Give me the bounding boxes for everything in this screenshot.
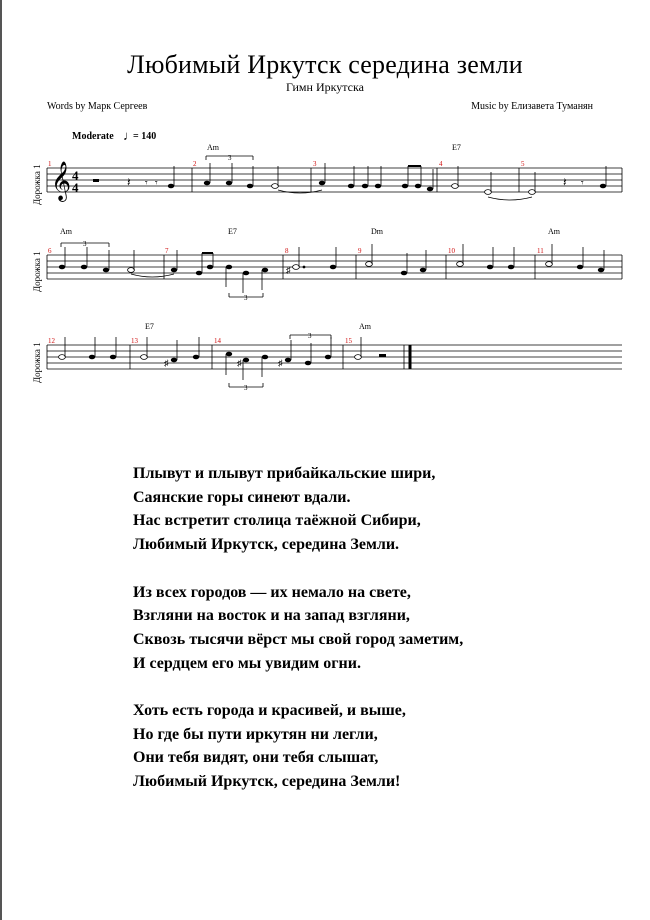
lyric-line: Из всех городов — их немало на свете,	[133, 583, 411, 601]
measure-number: 2	[193, 160, 197, 168]
measure-number: 10	[448, 247, 455, 255]
measure-number: 13	[131, 337, 138, 345]
treble-clef-icon: 𝄞	[51, 163, 72, 200]
chord-symbol: Am	[207, 143, 219, 152]
lyric-line: Саянские горы синеют вдали.	[133, 488, 351, 506]
svg-text:𝄾: 𝄾	[145, 178, 148, 189]
svg-text:𝄾: 𝄾	[581, 178, 584, 189]
words-credit: Words by Марк Сергеев	[47, 101, 148, 112]
tuplet-number: 3	[244, 384, 248, 392]
lyrics	[133, 462, 613, 818]
measure-number: 15	[345, 337, 352, 345]
notes-measure-15	[355, 337, 386, 359]
music-credit: Music by Елизавета Туманян	[471, 101, 593, 112]
chord-symbol: Am	[359, 322, 371, 331]
svg-text:♯: ♯	[237, 358, 242, 368]
lyric-line: Плывут и плывут прибайкальские шири,	[133, 465, 436, 482]
notes-measure-3	[319, 163, 433, 191]
chord-symbol: E7	[145, 322, 154, 331]
chord-symbol: E7	[228, 227, 237, 236]
notes-measure-1	[93, 166, 174, 189]
lyrics-stanza-2	[133, 581, 613, 676]
music-score	[0, 0, 650, 420]
svg-text:♯: ♯	[164, 358, 169, 368]
measure-number: 11	[537, 247, 544, 255]
notes-measure-14	[226, 335, 331, 387]
lyrics-stanza-1	[133, 462, 613, 557]
lyric-line: Нас встретит столица таёжной Сибири,	[133, 512, 421, 530]
lyric-line: Любимый Иркутск, середина Земли!	[133, 773, 401, 791]
staff-system-1	[47, 168, 622, 192]
measure-number: 8	[285, 247, 289, 255]
measure-number: 3	[313, 160, 317, 168]
staff-system-3	[47, 345, 622, 369]
measure-number: 12	[48, 337, 55, 345]
svg-text:𝄽: 𝄽	[127, 175, 131, 189]
lyrics-stanza-3	[133, 699, 613, 794]
track-label: Дорожка 1	[32, 164, 42, 205]
time-signature-top: 4	[72, 168, 79, 183]
svg-text:𝄾: 𝄾	[155, 178, 158, 189]
measure-number: 5	[521, 160, 525, 168]
tuplet-number: 3	[83, 240, 87, 248]
tuplet-number: 3	[244, 294, 248, 302]
notes-measure-9	[366, 244, 427, 275]
measure-number: 6	[48, 247, 52, 255]
chord-symbol: Am	[548, 227, 560, 236]
lyric-line: Сквозь тысячи вёрст мы свой город заметим,	[133, 630, 464, 648]
measure-number: 7	[165, 247, 169, 255]
lyric-line: Любимый Иркутск, середина Земли.	[133, 536, 400, 554]
chord-symbol: E7	[452, 143, 461, 152]
time-signature-bottom: 4	[72, 180, 79, 195]
quarter-note-icon: ♩	[123, 128, 136, 143]
notes-measure-11	[546, 244, 605, 272]
tempo-marking: Moderate	[72, 131, 114, 142]
tuplet-number: 3	[308, 332, 312, 340]
tempo-bpm: = 140	[133, 131, 157, 142]
song-subtitle: Гимн Иркутска	[286, 80, 364, 94]
notes-measure-12	[59, 337, 117, 359]
tuplet-number: 3	[228, 154, 232, 162]
lyric-line: Взгляни на восток и на запад взгляни,	[133, 607, 410, 625]
chord-symbol: Dm	[371, 227, 383, 236]
measure-number: 9	[358, 247, 362, 255]
song-title: Любимый Иркутск середина земли	[127, 50, 523, 79]
measure-number: 1	[48, 160, 52, 168]
measure-number: 14	[214, 337, 221, 345]
svg-text:𝄽: 𝄽	[563, 175, 567, 189]
measure-number: 4	[439, 160, 443, 168]
notes-measure-4	[452, 166, 532, 200]
lyric-line: И сердцем его мы увидим огни.	[133, 654, 361, 672]
notes-measure-2	[204, 156, 322, 193]
notes-measure-7	[171, 250, 268, 297]
svg-text:♯: ♯	[278, 358, 283, 368]
track-label: Дорожка 1	[32, 342, 42, 383]
notes-measure-6	[59, 243, 174, 277]
track-label: Дорожка 1	[32, 251, 42, 292]
lyric-line: Они тебя видят, они тебя слышат,	[133, 749, 379, 767]
lyric-line: Но где бы пути иркутян ни легли,	[133, 725, 378, 743]
svg-text:♯: ♯	[286, 265, 291, 275]
notes-measure-10	[457, 244, 515, 269]
chord-symbol: Am	[60, 227, 72, 236]
lyric-line: Хоть есть города и красивей, и выше,	[133, 702, 406, 719]
